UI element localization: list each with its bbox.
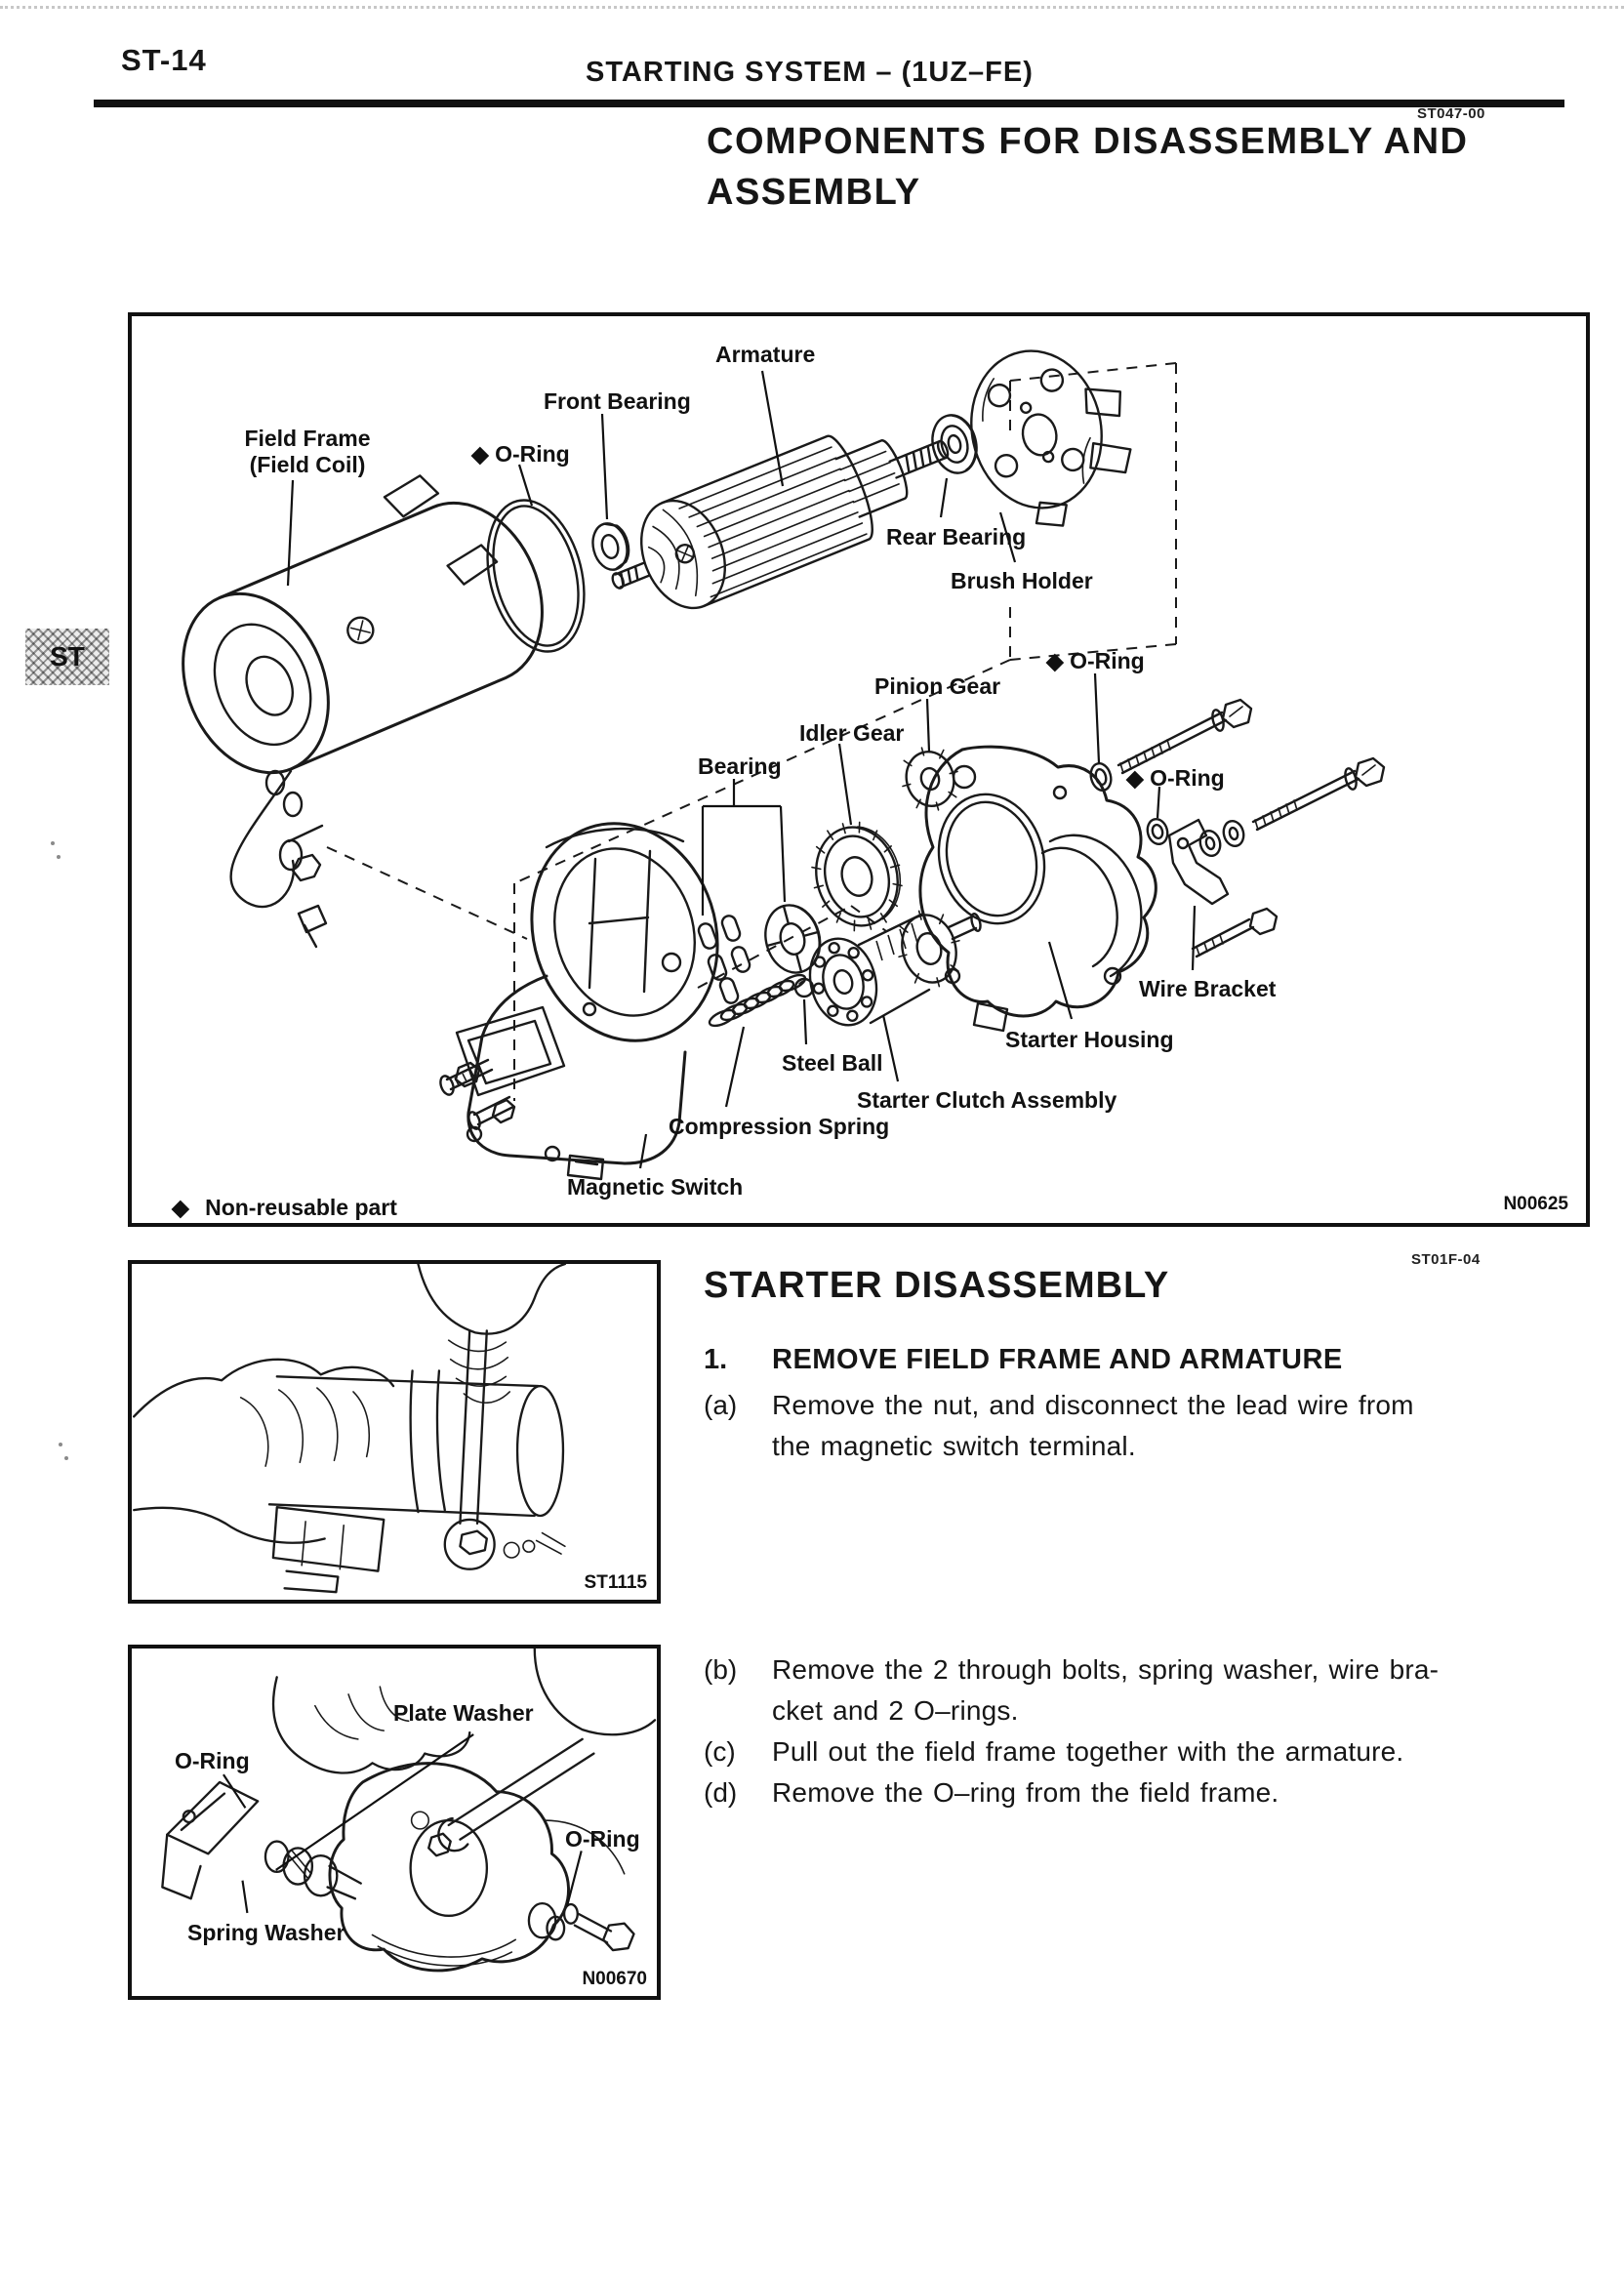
bolt-with-o-ring [564, 1904, 633, 1950]
label-magnetic-switch: Magnetic Switch [567, 1174, 744, 1200]
label-pinion-gear: Pinion Gear [874, 673, 1001, 699]
starter-body [269, 1370, 563, 1592]
label-plate-washer: Plate Washer [393, 1700, 534, 1726]
label-o-ring-left: O-Ring [175, 1748, 250, 1773]
label-front-bearing: Front Bearing [544, 388, 691, 414]
label-compression-spring: Compression Spring [669, 1114, 890, 1139]
scan-artifact-dots [0, 6, 1624, 9]
label-field-frame-line2: (Field Coil) [249, 452, 366, 477]
label-wire-bracket: Wire Bracket [1139, 976, 1277, 1001]
brush-holder-part [957, 334, 1146, 541]
label-armature: Armature [715, 342, 816, 367]
wire-bracket-part [1169, 820, 1228, 904]
item-a-line2: the magnetic switch terminal. [772, 1431, 1136, 1461]
bearing-rollers-part [697, 914, 751, 1004]
step-title: REMOVE FIELD FRAME AND ARMATURE [772, 1344, 1343, 1375]
exploded-diagram-box [128, 312, 1590, 1227]
item-c-label: (c) [704, 1736, 736, 1767]
through-bolt-2-part [1253, 758, 1384, 830]
header-title: STARTING SYSTEM – (1UZ–FE) [586, 57, 1034, 88]
scan-speck [51, 841, 55, 845]
label-starter-clutch-assembly: Starter Clutch Assembly [857, 1087, 1117, 1113]
figure-code-n00670: N00670 [582, 1969, 647, 1989]
header-rule [94, 100, 1564, 107]
item-d-label: (d) [704, 1777, 738, 1808]
through-bolt-1-part [1118, 700, 1251, 773]
label-o-ring-right-2: ◆ O-Ring [1126, 765, 1225, 791]
bracket-bolt-part [1193, 909, 1277, 957]
washers-part [1198, 819, 1246, 858]
figure-code-st1115: ST1115 [584, 1572, 647, 1593]
disassembly-heading: STARTER DISASSEMBLY [704, 1265, 1170, 1306]
figure2-leader-lines [223, 1734, 582, 1913]
item-a-label: (a) [704, 1390, 738, 1420]
disassembly-code: ST01F-04 [1411, 1251, 1481, 1268]
starter-body-2 [330, 1764, 625, 1971]
figure-code-n00625: N00625 [1503, 1194, 1568, 1214]
side-tab-st: ST [25, 629, 109, 685]
scan-speck [59, 1443, 62, 1446]
label-o-ring-front: ◆ O-Ring [471, 441, 570, 467]
item-a-line1: Remove the nut, and disconnect the lead wire from [772, 1390, 1414, 1420]
legend-text: Non-reusable part [205, 1195, 397, 1220]
label-o-ring-right: O-Ring [565, 1826, 640, 1852]
item-b-line2: cket and 2 O–rings. [772, 1695, 1019, 1726]
wrench-and-hand [418, 1264, 565, 1569]
scan-speck [64, 1456, 68, 1460]
label-field-frame-line1: Field Frame [244, 426, 371, 451]
washer-stack [265, 1842, 361, 1899]
label-idler-gear: Idler Gear [799, 720, 905, 746]
label-spring-washer: Spring Washer [187, 1920, 345, 1945]
section-title-line1: COMPONENTS FOR DISASSEMBLY AND [707, 121, 1469, 162]
label-o-ring-right-1: ◆ O-Ring [1046, 648, 1145, 673]
page-number: ST-14 [121, 43, 207, 77]
non-reusable-diamond-icon: ◆ [172, 1195, 189, 1220]
starter-housing-part [920, 747, 1156, 1031]
starter-clutch-part [800, 903, 982, 1033]
armature-part [592, 396, 967, 634]
item-b-line1: Remove the 2 through bolts, spring washer, wire bra- [772, 1654, 1440, 1685]
label-field-frame [234, 426, 381, 478]
section-title-line2: ASSEMBLY [707, 172, 921, 213]
item-d-line1: Remove the O–ring from the field frame. [772, 1777, 1279, 1808]
step-number: 1. [704, 1344, 728, 1375]
scan-speck [57, 855, 61, 859]
o-ring-small-2-part [1145, 817, 1170, 846]
diagram-legend [172, 1195, 397, 1221]
label-rear-bearing: Rear Bearing [886, 524, 1027, 550]
front-bearing-part [589, 519, 633, 573]
figure-remove-bolts-box [128, 1645, 661, 2000]
construction-lines [327, 363, 1176, 1101]
item-c-line1: Pull out the field frame together with the armature. [772, 1736, 1404, 1767]
figure-remove-nut-art [132, 1264, 657, 1600]
label-brush-holder: Brush Holder [951, 568, 1093, 593]
section-code: ST047-00 [1417, 105, 1485, 122]
figure-remove-nut-box [128, 1260, 661, 1604]
label-bearing: Bearing [698, 753, 782, 779]
idler-gear-part [800, 812, 914, 940]
label-starter-housing: Starter Housing [1005, 1027, 1174, 1052]
item-b-label: (b) [704, 1654, 738, 1685]
label-steel-ball: Steel Ball [782, 1050, 883, 1076]
field-frame-part [143, 449, 569, 947]
